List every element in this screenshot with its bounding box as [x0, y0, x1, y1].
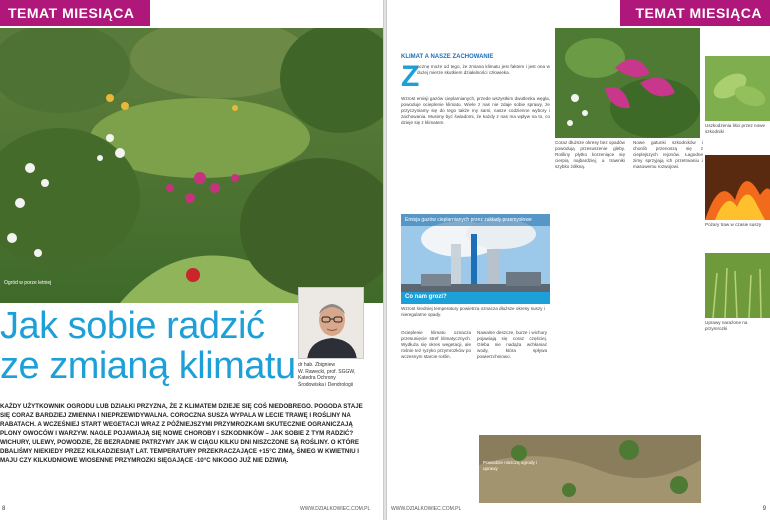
- body-paragraph: Coraz dłuższe okresy bez opadów powodują przesuszenie gleby. Rośliny płytko korzeniące się cierpią najbardziej, a trawniki szybko żółkną.: [555, 140, 625, 169]
- author-photo: [298, 287, 364, 359]
- website-url: WWW.DZIALKOWIEC.COM.PL: [300, 506, 371, 512]
- author-line: dr hab. Zbigniew: [298, 362, 335, 368]
- body-paragraph: Ocieplenie klimatu oznacza przesunięcie stref klimatycznych. Wydłuża się okres wegetacji, ale rośnie też ryzyko przymrozków po wczesnym starcie roślin.: [401, 330, 471, 359]
- headline-line-1: Jak sobie radzić: [0, 305, 265, 347]
- author-line: Katedra Ochrony: [298, 375, 336, 381]
- power-plant-photo: [401, 214, 550, 304]
- headline-line-2: ze zmianą klimatu: [0, 345, 296, 387]
- author-line: W. Rawecki, prof. SGGW,: [298, 368, 356, 375]
- fire-photo: [705, 155, 770, 220]
- body-paragraph: Nawalne deszcze, burze i wichury pojawiają się coraz częściej. Gleba nie nadąża wchłaniać wody, która spływa powierzchniowo.: [477, 330, 547, 359]
- website-url: WWW.DZIALKOWIEC.COM.PL: [391, 506, 462, 512]
- leaf-damage-photo: [705, 56, 770, 121]
- body-paragraph: Wzrost średniej temperatury powietrza oznacza dłuższe okresy suszy i nieregularne opady.: [401, 306, 545, 317]
- thumb-caption: Pożary traw w czasie suszy: [705, 222, 762, 227]
- subheading: Co nam grozi?: [401, 292, 550, 304]
- section-heading: KLIMAT A NASZE ZACHOWANIE: [401, 54, 494, 60]
- photo-caption: Powodzie niszczą ogrody i uprawy: [483, 460, 538, 471]
- crops-photo: [705, 253, 770, 318]
- section-banner-left: TEMAT MIESIĄCA: [0, 0, 150, 26]
- section-banner-right: TEMAT MIESIĄCA: [620, 0, 770, 26]
- drop-cap: Z: [401, 60, 420, 93]
- page-number: 8: [2, 506, 6, 512]
- article-headline: [0, 306, 300, 386]
- body-paragraph: acznę może od tego, że zmiana klimatu jest faktem i jest ona w dużej mierze skutkiem działalności człowieka.: [417, 64, 550, 75]
- page-number: 9: [762, 506, 766, 512]
- thumb-caption: Uprawy narażone na przymrozki: [705, 320, 748, 331]
- body-paragraph: Nowe gatunki szkodników i chorób przenoszą się z cieplejszych rejonów. Łagodne zimy sprzyjają ich przetrwaniu i masowemu rozwojowi.: [633, 140, 703, 169]
- right-page: [387, 0, 770, 520]
- body-paragraph: Wzrost emisji gazów cieplarnianych, przede wszystkim dwutlenku węgla, powoduje ocieplenie klimatu. Wiele z nas nie zdaje sobie sprawy, że przyczyniamy się do tego także my sami, nasze codzienne wybory i zachowania. Musimy być świadomi, że każdy z nas ma wpływ na to, co dzieje się z klimatem.: [401, 96, 550, 125]
- garden-photo: [0, 28, 383, 303]
- article-lead: KAŻDY UŻYTKOWNIK OGRODU LUB DZIAŁKI PRZYZNA, ŻE Z KLIMATEM DZIEJE SIĘ COŚ NIEDOBREGO. POGODA STAJE SIĘ CORAZ BARDZIEJ ZMIENNA I NIEPRZEWIDYWALNA. COROCZNA SUSZA WYPALA W LECIE TRAWĘ I ROŚLINY NA RABATACH. A WCZEŚNIEJ START WEGETACJI WRAZ Z PÓŹNIEJSZYMI PRZYMROZKAMI SKUTECZNIE OGRANICZAJĄ PLONY OWOCÓW I WARZYW. NAGLE POJAWIAJĄ SIĘ NOWE CHOROBY I SZKODNIKÓW – JAK SOBIE Z TYM RADZIĆ? WICHURY, ULEWY, POWODZIE, ŻE BEZRADNIE PATRZYMY JAK W CIĄGU KILKU DNI NISZCZONE SĄ ROŚLINY. O KTÓRE DBALIŚMY NIEKIEDY PRZEZ KILKADZIESIĄT LAT. TEMPERATURY PRZEKRACZAJĄCE +15°C ZIMĄ, ŚNIEG W KWIETNIU I MAJU CZY KILKUDNIOWE WIOSENNE PRZYMROZKI SIĘGAJĄCE -10°C NIKOGO JUŻ NIE DZIWIĄ.: [0, 403, 363, 464]
- left-page: [0, 0, 383, 520]
- photo-credit: [389, 300, 397, 450]
- author-line: Środowiska i Dendrologii: [298, 381, 354, 388]
- author-credit: [298, 362, 378, 388]
- thumb-caption: Uszkodzenia liści przez nowe szkodniki: [705, 123, 765, 134]
- photo-caption: Emisja gazów cieplarnianych przez zakłady przemysłowe: [401, 214, 550, 226]
- photo-caption: Ogród w porze letniej: [4, 280, 52, 286]
- flower-photo: [555, 28, 700, 138]
